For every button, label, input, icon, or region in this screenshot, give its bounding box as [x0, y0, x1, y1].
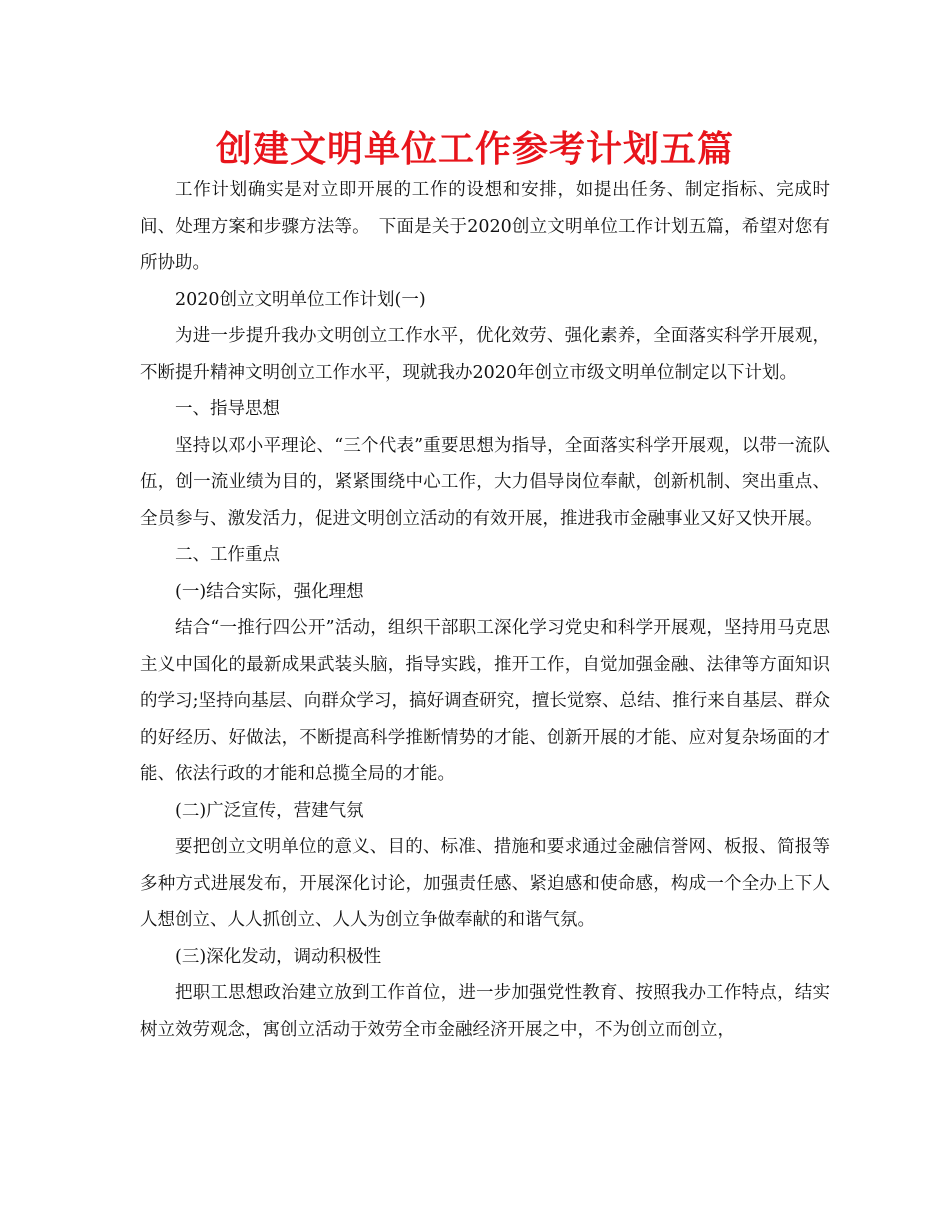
document-body — [140, 172, 830, 1048]
paragraph-intro: 工作计划确实是对立即开展的工作的设想和安排，如提出任务、制定指标、完成时间、处理方案和步骤方法等。 下面是关于2020创立文明单位工作计划五篇，希望对您有所协助。 — [140, 180, 830, 273]
subheading-1: (一)结合实际，强化理想 — [175, 581, 364, 602]
section-heading-guiding-thought: 一、指导思想 — [175, 399, 280, 419]
section-heading-work-focus: 二、工作重点 — [175, 545, 280, 565]
paragraph-plan-heading: 2020创立文明单位工作计划(一) — [175, 289, 426, 310]
paragraph-subsection-3: 把职工思想政治建立放到工作首位，进一步加强党性教育、按照我办工作特点，结实树立效劳观念，寓创立活动于效劳全市金融经济开展之中，不为创立而创立， — [140, 983, 830, 1040]
paragraph-subsection-2: 要把创立文明单位的意义、目的、标准、措施和要求通过金融信誉网、板报、简报等多种方式进展发布，开展深化讨论，加强责任感、紧迫感和使命感，构成一个全办上下人人想创立、人人抓创立、人人为创立争做奉献的和谐气氛。 — [140, 837, 830, 930]
paragraph-plan-intro: 为进一步提升我办文明创立工作水平，优化效劳、强化素养，全面落实科学开展观，不断提升精神文明创立工作水平，现就我办2020年创立市级文明单位制定以下计划。 — [140, 326, 830, 383]
subheading-3: (三)深化发动，调动积极性 — [175, 946, 382, 967]
subheading-2: (二)广泛宣传，营建气氛 — [175, 800, 364, 821]
document-title: 创建文明单位工作参考计划五篇 — [215, 129, 734, 170]
paragraph-subsection-1: 结合“一推行四公开”活动，组织干部职工深化学习党史和科学开展观，坚持用马克思主义中国化的最新成果武装头脑，指导实践，推开工作，自觉加强金融、法律等方面知识的学习;坚持向基层、向群众学习，搞好调查研究，擅长觉察、总结、推行来自基层、群众的好经历、好做法，不断提高科学推断情势的才能、创新开展的才能、应对复杂场面的才能、依法行政的才能和总揽全局的才能。 — [140, 618, 830, 784]
paragraph-guiding-thought: 坚持以邓小平理论、“三个代表”重要思想为指导，全面落实科学开展观，以带一流队伍，创一流业绩为目的，紧紧围绕中心工作，大力倡导岗位奉献，创新机制、突出重点、全员参与、激发活力，促进文明创立活动的有效开展，推进我市金融事业又好又快开展。 — [140, 435, 830, 529]
